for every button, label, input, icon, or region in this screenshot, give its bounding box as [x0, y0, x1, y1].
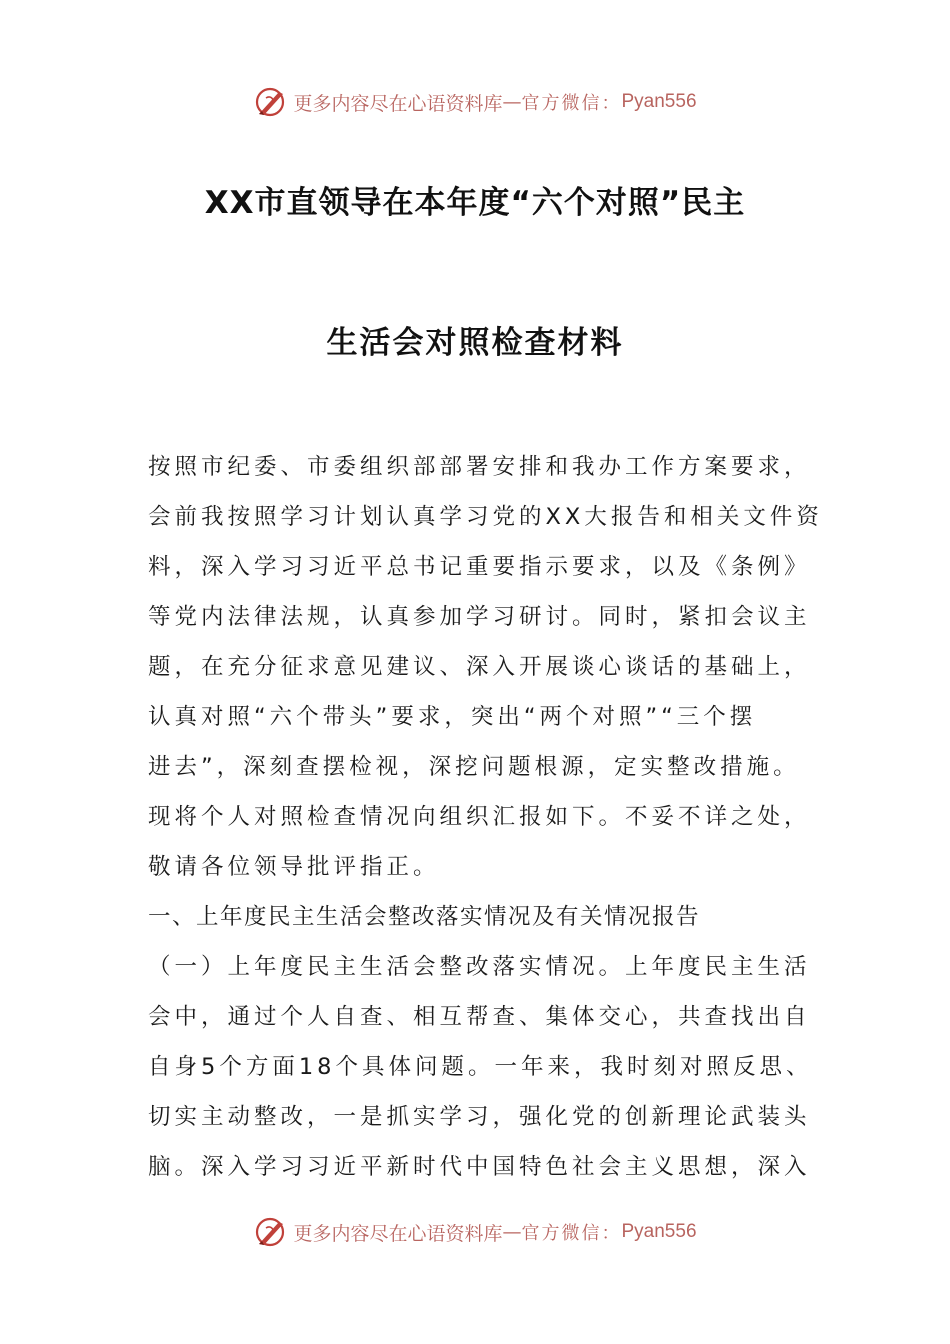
pen-circle-logo-icon — [253, 1214, 289, 1250]
pen-circle-logo-icon — [253, 84, 289, 120]
body-line: 敬请各位领导批评指正。 — [148, 854, 440, 880]
watermark-header — [0, 82, 950, 122]
watermark-wechat-id: Pyan556 — [621, 91, 697, 112]
body-line: 认真对照“六个带头”要求，突出“两个对照”“三个摆 — [148, 704, 757, 730]
body-line: 题，在充分征求意见建议、深入开展谈心谈话的基础上， — [148, 654, 811, 680]
body-line: 自身5个方面18个具体问题。一年来，我时刻对照反思、 — [148, 1054, 813, 1080]
watermark-text: 更多内容尽在心语资料库 — [293, 1222, 503, 1245]
watermark-text: 更多内容尽在心语资料库 — [293, 92, 503, 115]
document-body — [148, 442, 823, 1192]
watermark-wechat-id: Pyan556 — [621, 1221, 697, 1242]
body-line: 按照市纪委、市委组织部部署安排和我办工作方案要求， — [148, 454, 811, 480]
body-line: （一）上年度民主生活会整改落实情况。上年度民主生活 — [148, 954, 811, 980]
body-line: 进去”，深刻查摆检视，深挖问题根源，定实整改措施。 — [148, 754, 800, 780]
body-line: 等党内法律法规，认真参加学习研讨。同时，紧扣会议主 — [148, 604, 811, 630]
body-line: 会中，通过个人自查、相互帮查、集体交心，共查找出自 — [148, 1004, 811, 1030]
document-title-line-2: 生活会对照检查材料 — [326, 325, 624, 361]
document-title-line-1: XX市直领导在本年度“六个对照”民主 — [204, 185, 746, 221]
watermark-footer — [0, 1212, 950, 1252]
section-heading: 一、上年度民主生活会整改落实情况及有关情况报告 — [148, 904, 701, 930]
watermark-dash: — — [502, 1221, 522, 1243]
body-line: 脑。深入学习习近平新时代中国特色社会主义思想，深入 — [148, 1154, 811, 1180]
body-line: 会前我按照学习计划认真学习党的XX大报告和相关文件资 — [148, 504, 823, 530]
body-line: 现将个人对照检查情况向组织汇报如下。不妥不详之处， — [148, 804, 811, 830]
watermark-wechat-label: 官方微信： — [521, 93, 622, 114]
body-line: 切实主动整改，一是抓实学习，强化党的创新理论武装头 — [148, 1104, 811, 1130]
watermark-dash: — — [502, 91, 522, 113]
body-line: 料，深入学习习近平总书记重要指示要求，以及《条例》 — [148, 554, 811, 580]
watermark-wechat-label: 官方微信： — [521, 1223, 622, 1244]
